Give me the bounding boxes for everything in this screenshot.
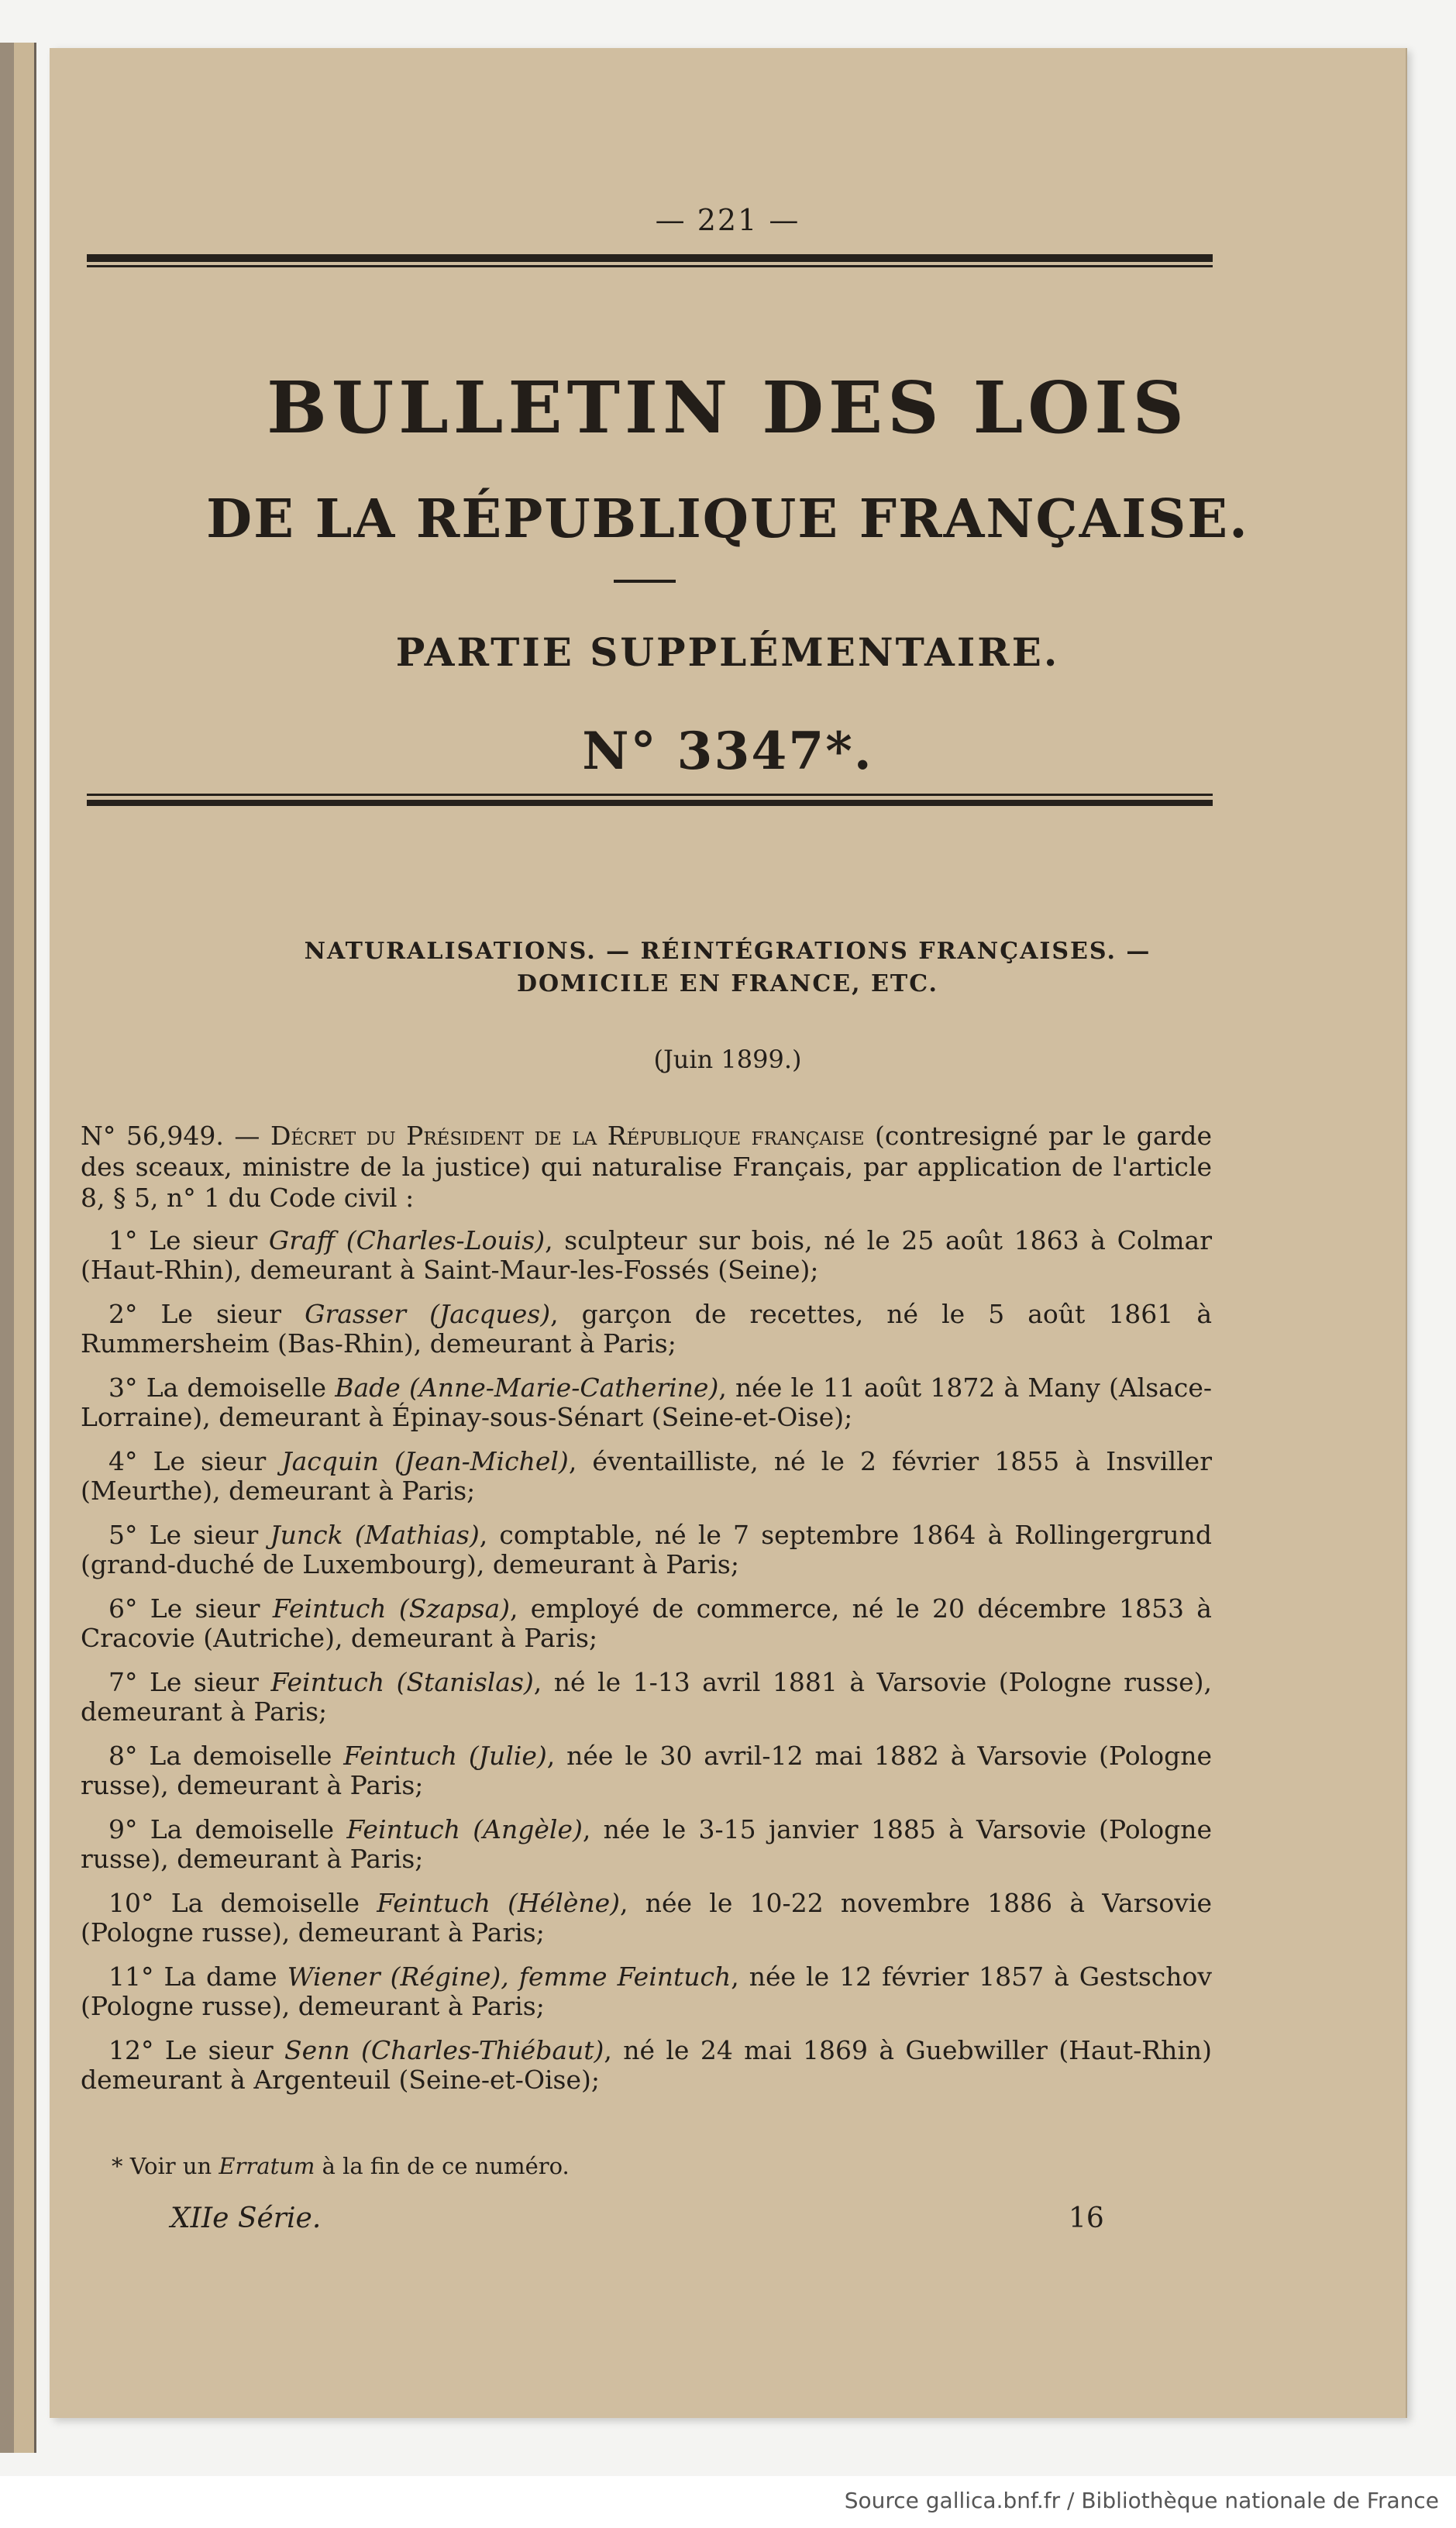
list-item: 7° Le sieur Feintuch (Stanislas), né le 1-13 avril 1881 à Varsovie (Pologne russe), demeurant à Paris;	[81, 1667, 1212, 1727]
part-title: PARTIE SUPPLÉMENTAIRE.	[395, 629, 1060, 675]
section-heading-line-1: NATURALISATIONS. — RÉINTÉGRATIONS FRANÇAISES. —	[304, 938, 1151, 965]
date-line: (Juin 1899.)	[653, 1045, 802, 1074]
bottom-rule-thick	[87, 800, 1213, 806]
list-item: 6° Le sieur Feintuch (Szapsa), employé de commerce, né le 20 décembre 1853 à Cracovie (Autriche), demeurant à Paris;	[81, 1593, 1212, 1653]
decree-text: (contresigné par le garde des sceaux, ministre de la justice) qui naturalise Français, par application de l'article 8, § 5, n° 1 du Code civil :	[81, 1121, 1212, 1213]
naturalisation-list	[81, 1226, 1212, 2110]
sheet-number: 16	[1069, 2203, 1104, 2234]
list-item: 8° La demoiselle Feintuch (Julie), née le 30 avril-12 mai 1882 à Varsovie (Pologne russe), demeurant à Paris;	[81, 1741, 1212, 1800]
binding-edge	[0, 43, 14, 2453]
issue-number: N° 3347*.	[582, 721, 873, 781]
top-rule-thick	[87, 254, 1213, 262]
list-item: 11° La dame Wiener (Régine), femme Feintuch, née le 12 février 1857 à Gestschov (Pologne russe), demeurant à Paris;	[81, 1961, 1213, 2021]
list-item: 10° La demoiselle Feintuch (Hélène), née le 10-22 novembre 1886 à Varsovie (Pologne russe), demeurant à Paris;	[81, 1888, 1213, 1948]
list-item: 12° Le sieur Senn (Charles-Thiébaut), né le 24 mai 1869 à Guebwiller (Haut-Rhin) demeurant à Argenteuil (Seine-et-Oise);	[81, 2035, 1213, 2095]
top-rule-thin	[87, 265, 1213, 267]
bulletin-title: BULLETIN DES LOIS	[267, 366, 1189, 449]
bottom-rule-thin	[87, 794, 1213, 796]
list-item: 5° Le sieur Junck (Mathias), comptable, né le 7 septembre 1864 à Rollingergrund (grand-duché de Luxembourg), demeurant à Paris;	[81, 1520, 1212, 1579]
list-item: 3° La demoiselle Bade (Anne-Marie-Catherine), née le 11 août 1872 à Many (Alsace-Lorraine), demeurant à Épinay-sous-Sénart (Seine-et-Oise);	[81, 1372, 1213, 1432]
list-item: 9° La demoiselle Feintuch (Angèle), née le 3-15 janvier 1885 à Varsovie (Pologne russe), demeurant à Paris;	[81, 1814, 1212, 1874]
decree-issuer: Décret du Président de la République française	[270, 1121, 865, 1151]
series-label: XIIe Série.	[170, 2203, 322, 2234]
top-double-rule	[87, 254, 1213, 267]
section-heading-line-2: DOMICILE EN FRANCE, ETC.	[517, 970, 938, 997]
title-divider	[614, 580, 676, 583]
list-item: 4° Le sieur Jacquin (Jean-Michel), éventailliste, né le 2 février 1855 à Insviller (Meurthe), demeurant à Paris;	[81, 1446, 1212, 1506]
footnote: * Voir un Erratum à la fin de ce numéro.	[112, 2153, 570, 2179]
decree-number: N° 56,949. —	[81, 1121, 260, 1151]
page-number: — 221 —	[655, 203, 800, 237]
source-credit: Source gallica.bnf.fr / Bibliothèque nationale de France	[844, 2488, 1439, 2513]
decree-paragraph	[81, 1121, 1212, 1214]
list-item: 1° Le sieur Graff (Charles-Louis), sculpteur sur bois, né le 25 août 1863 à Colmar (Haut-Rhin), demeurant à Saint-Maur-les-Fossés (Seine);	[81, 1225, 1212, 1285]
document-page	[50, 48, 1406, 2418]
list-item: 2° Le sieur Grasser (Jacques), garçon de recettes, né le 5 août 1861 à Rummersheim (Bas-Rhin), demeurant à Paris;	[81, 1299, 1212, 1359]
section-heading	[50, 935, 1406, 1001]
republic-subtitle: DE LA RÉPUBLIQUE FRANÇAISE.	[206, 488, 1249, 550]
bottom-double-rule	[87, 794, 1213, 806]
previous-page-edge	[0, 43, 36, 2453]
